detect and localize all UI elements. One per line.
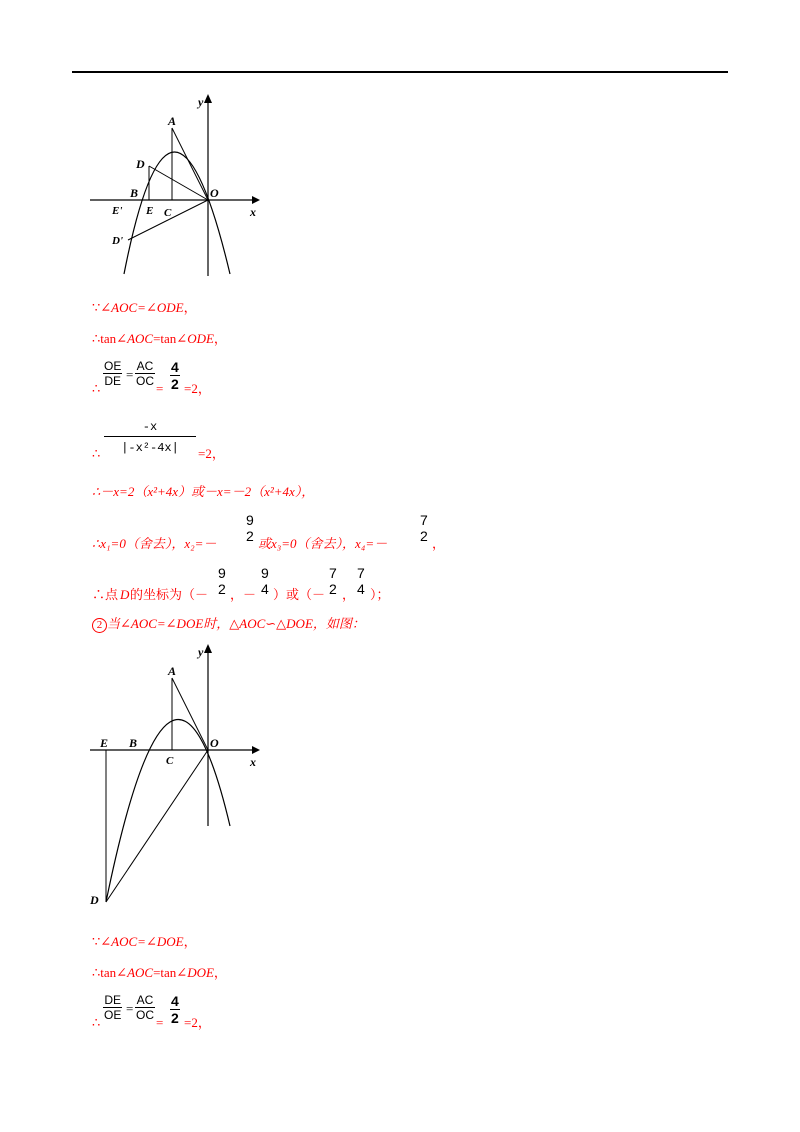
segment-do bbox=[106, 750, 208, 902]
label-e: E bbox=[146, 205, 154, 217]
label-c: C bbox=[166, 755, 174, 767]
line-9: ∵∠AOC=∠DOE， bbox=[92, 934, 197, 949]
line-7: ∴点 D 的坐标为（－ 9 2 ，－ 9 4 ）或（－ 7 2 ， 7 4 ）； bbox=[92, 565, 390, 602]
y-axis-arrow bbox=[204, 644, 212, 653]
fraction-d2-x: 7 2 bbox=[329, 565, 337, 597]
label-a: A bbox=[168, 664, 177, 678]
label-b: B bbox=[130, 186, 139, 200]
line-11: ∴ $\frac{DE}{OE}$ = $\frac{AC}{OC}$ = $\frac{4}{2}$ =2， bbox=[92, 993, 211, 1030]
fraction-ac-oc: $\frac{AC}{OC}$ bbox=[136, 993, 154, 1022]
line-10: ∴tan∠AOC=tan∠DOE， bbox=[92, 965, 227, 980]
label-b: B bbox=[129, 736, 138, 750]
label-o: O bbox=[210, 736, 219, 750]
label-x: x bbox=[250, 755, 256, 769]
label-x: x bbox=[250, 205, 256, 219]
segment-ao bbox=[172, 678, 208, 750]
fraction-d1-y: 9 4 bbox=[261, 565, 269, 597]
fraction-abs: $\frac{-x}{\text{|-x²-4x|}}$ bbox=[104, 420, 196, 455]
line-6: ∴x₁=0（舍去），x₂=－ 9 2 或x₃=0（舍去），x₄=－ 7 2 ， bbox=[92, 512, 446, 551]
fraction-4-2: $\frac{4}{2}$ bbox=[171, 359, 179, 392]
fraction-ac-oc: $\frac{AC}{OC}$ bbox=[136, 359, 154, 388]
y-axis-arrow bbox=[204, 94, 212, 103]
fraction-7-2-a: 7 2 bbox=[420, 512, 428, 544]
label-e-prime: E' bbox=[112, 205, 123, 217]
line-8: 2 当∠AOC=∠DOE时，△AOC∽△DOE，如图： bbox=[92, 616, 365, 633]
circled-number: 2 bbox=[92, 618, 107, 633]
figure-2 bbox=[88, 640, 268, 910]
line-5: ∴－x=2（x²+4x）或－x=－2（x²+4x）， bbox=[92, 484, 315, 499]
figure-1 bbox=[88, 90, 268, 280]
fraction-oe-de: $\frac{OE}{DE}$ bbox=[104, 359, 122, 388]
label-o: O bbox=[210, 186, 219, 200]
fraction-9-2: 9 2 bbox=[246, 512, 254, 544]
line-1: ∵∠AOC=∠ODE， bbox=[92, 300, 197, 315]
label-d: D bbox=[136, 157, 145, 171]
label-d-prime: D' bbox=[112, 235, 123, 247]
label-d: D bbox=[90, 893, 99, 907]
fraction-d1-x: 9 2 bbox=[218, 565, 226, 597]
fraction-d2-y: 7 4 bbox=[357, 565, 365, 597]
label-c: C bbox=[164, 207, 172, 219]
line-2: ∴tan∠AOC=tan∠ODE， bbox=[92, 331, 227, 346]
header-rule bbox=[72, 71, 728, 73]
x-axis-arrow bbox=[252, 746, 260, 754]
label-y: y bbox=[198, 645, 204, 659]
label-a: A bbox=[168, 114, 177, 128]
fraction-4-2: $\frac{4}{2}$ bbox=[171, 993, 179, 1026]
x-axis-arrow bbox=[252, 196, 260, 204]
fraction-de-oe: $\frac{DE}{OE}$ bbox=[104, 993, 122, 1022]
label-y: y bbox=[198, 95, 204, 109]
line-3: ∴ $\frac{OE}{DE}$ = $\frac{AC}{OC}$ = $\frac{4}{2}$ =2， bbox=[92, 359, 211, 396]
line-4: ∴ $\frac{-x}{\text{|-x²-4x|}}$ =2， bbox=[92, 420, 225, 461]
label-e: E bbox=[100, 736, 109, 750]
